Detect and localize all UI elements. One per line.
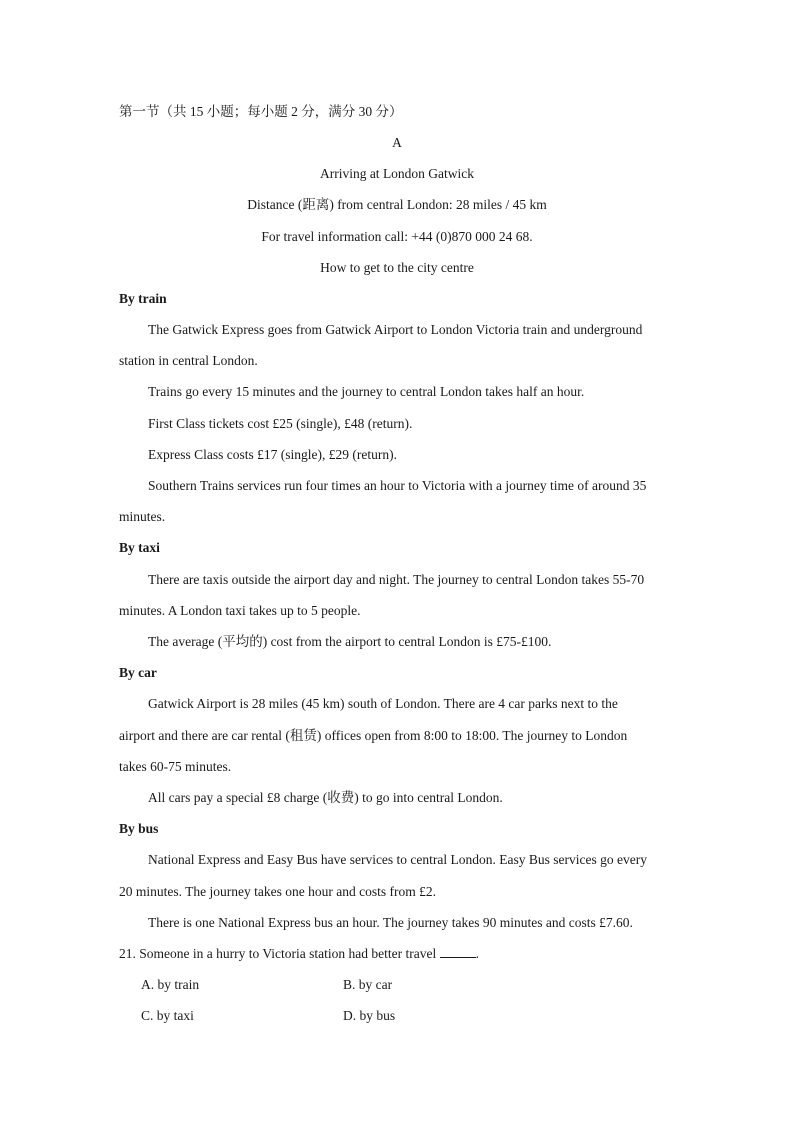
heading-by-car: By car bbox=[119, 665, 157, 680]
train-paragraph-1-line-2: station in central London. bbox=[119, 353, 258, 368]
option-a[interactable]: A. by train bbox=[141, 977, 200, 992]
passage-subtitle: How to get to the city centre bbox=[320, 260, 474, 275]
heading-by-taxi: By taxi bbox=[119, 540, 160, 555]
question-stem: 21. Someone in a hurry to Victoria station had better travel bbox=[119, 946, 437, 961]
train-paragraph-5-line-1: Southern Trains services run four times an hour to Victoria with a journey time of around 35 bbox=[148, 478, 647, 493]
question-stem-end: . bbox=[475, 946, 479, 961]
bus-paragraph-1-line-2: 20 minutes. The journey takes one hour and costs from £2. bbox=[119, 884, 436, 899]
answer-blank bbox=[440, 945, 476, 958]
travel-info-line: For travel information call: +44 (0)870 000 24 68. bbox=[261, 229, 533, 244]
passage-title: Arriving at London Gatwick bbox=[319, 166, 475, 181]
train-paragraph-3: First Class tickets cost £25 (single), £48 (return). bbox=[148, 416, 413, 431]
bus-paragraph-2: There is one National Express bus an hour. The journey takes 90 minutes and costs £7.60. bbox=[148, 915, 633, 930]
question-21 bbox=[119, 945, 479, 963]
taxi-paragraph-2: The average (平均的) cost from the airport to central London is £75-£100. bbox=[148, 634, 552, 649]
train-paragraph-4: Express Class costs £17 (single), £29 (return). bbox=[148, 447, 397, 462]
section-header: 第一节（共 15 小题；每小题 2 分，满分 30 分） bbox=[119, 104, 403, 119]
car-paragraph-2: All cars pay a special £8 charge (收费) to go into central London. bbox=[148, 790, 503, 805]
passage-label: A bbox=[392, 135, 402, 150]
bus-paragraph-1-line-1: National Express and Easy Bus have services to central London. Easy Bus services go every bbox=[148, 852, 647, 867]
heading-by-bus: By bus bbox=[119, 821, 159, 836]
car-paragraph-1-line-3: takes 60-75 minutes. bbox=[119, 759, 232, 774]
option-d[interactable]: D. by bus bbox=[343, 1008, 396, 1023]
distance-line: Distance (距离) from central London: 28 miles / 45 km bbox=[247, 197, 547, 212]
train-paragraph-2: Trains go every 15 minutes and the journey to central London takes half an hour. bbox=[148, 384, 585, 399]
option-b[interactable]: B. by car bbox=[343, 977, 393, 992]
car-paragraph-1-line-1: Gatwick Airport is 28 miles (45 km) south of London. There are 4 car parks next to the bbox=[148, 696, 618, 711]
option-c[interactable]: C. by taxi bbox=[141, 1008, 194, 1023]
train-paragraph-1-line-1: The Gatwick Express goes from Gatwick Airport to London Victoria train and underground bbox=[148, 322, 643, 337]
train-paragraph-5-line-2: minutes. bbox=[119, 509, 166, 524]
car-paragraph-1-line-2: airport and there are car rental (租赁) offices open from 8:00 to 18:00. The journey to London bbox=[119, 728, 628, 743]
heading-by-train: By train bbox=[119, 291, 167, 306]
taxi-paragraph-1-line-2: minutes. A London taxi takes up to 5 people. bbox=[119, 603, 361, 618]
taxi-paragraph-1-line-1: There are taxis outside the airport day and night. The journey to central London takes 55-70 bbox=[148, 572, 645, 587]
